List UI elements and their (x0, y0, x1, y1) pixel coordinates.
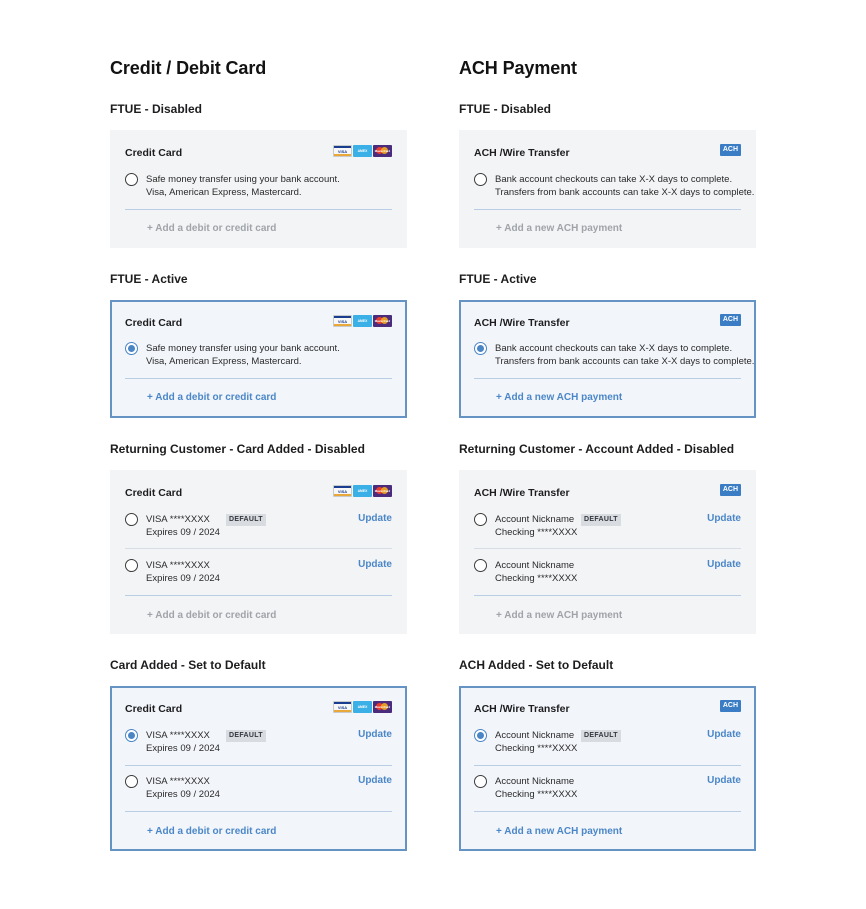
ach-option[interactable] (474, 342, 755, 370)
credit-card-panel-returning-disabled (110, 470, 407, 634)
card-option[interactable] (125, 173, 392, 201)
saved-account-item[interactable] (474, 513, 741, 541)
radio-button[interactable] (474, 173, 487, 186)
section-label: FTUE - Active (110, 272, 188, 286)
update-link[interactable]: Update (358, 775, 392, 786)
saved-card-item[interactable] (125, 559, 392, 587)
add-card-link[interactable]: + Add a debit or credit card (147, 610, 277, 621)
ach-panel-set-default (459, 686, 756, 851)
ach-option[interactable] (474, 173, 755, 201)
radio-button[interactable] (125, 173, 138, 186)
visa-logo-icon: VISA (333, 701, 352, 713)
radio-button[interactable] (474, 513, 487, 526)
mastercard-logo-icon: MasterCard (373, 315, 392, 327)
divider (125, 595, 392, 596)
column-title-ach: ACH Payment (459, 58, 577, 78)
mastercard-logo-icon: MasterCard (373, 701, 392, 713)
credit-card-panel-ftue-disabled (110, 130, 407, 248)
card-header: Credit Card (125, 147, 183, 159)
radio-button-selected[interactable] (474, 342, 487, 355)
column-title-credit: Credit / Debit Card (110, 58, 267, 78)
card-number: VISA ****XXXX (146, 776, 210, 787)
card-header: ACH /Wire Transfer (474, 487, 570, 499)
ach-badge-icon: ACH (720, 144, 741, 156)
amex-logo-icon: AMEX (353, 485, 372, 497)
ach-badge-icon: ACH (720, 484, 741, 496)
card-header: Credit Card (125, 487, 183, 499)
card-expiry: Expires 09 / 2024 (146, 527, 220, 538)
account-nickname: Account Nickname (495, 730, 575, 741)
mastercard-logo-icon: MasterCard (373, 485, 392, 497)
card-logos (333, 315, 392, 327)
account-nickname: Account Nickname (495, 560, 575, 571)
option-brands: Visa, American Express, Mastercard. (146, 187, 302, 198)
add-ach-link[interactable]: + Add a new ACH payment (496, 223, 623, 234)
divider (474, 378, 741, 379)
amex-logo-icon: AMEX (353, 145, 372, 157)
card-header: ACH /Wire Transfer (474, 317, 570, 329)
divider (125, 378, 392, 379)
card-header: Credit Card (125, 703, 183, 715)
divider (474, 595, 741, 596)
option-brands: Visa, American Express, Mastercard. (146, 356, 302, 367)
radio-button-selected[interactable] (125, 729, 138, 742)
card-expiry: Expires 09 / 2024 (146, 573, 220, 584)
visa-logo-icon: VISA (333, 485, 352, 497)
divider (474, 548, 741, 549)
option-note: Transfers from bank accounts can take X-X days to complete. (495, 356, 755, 367)
saved-card-item[interactable] (125, 729, 392, 757)
section-label: Card Added - Set to Default (110, 658, 266, 672)
section-label: Returning Customer - Card Added - Disabled (110, 442, 365, 456)
account-number: Checking ****XXXX (495, 573, 578, 584)
saved-account-item[interactable] (474, 775, 741, 803)
radio-button[interactable] (125, 513, 138, 526)
radio-button[interactable] (125, 775, 138, 788)
saved-card-item[interactable] (125, 513, 392, 541)
option-description: Safe money transfer using your bank account. (146, 174, 340, 185)
section-label: FTUE - Disabled (459, 102, 552, 116)
add-ach-link[interactable]: + Add a new ACH payment (496, 826, 623, 837)
radio-button-selected[interactable] (125, 342, 138, 355)
amex-logo-icon: AMEX (353, 701, 372, 713)
divider (125, 811, 392, 812)
divider (474, 765, 741, 766)
divider (474, 209, 741, 210)
card-header: ACH /Wire Transfer (474, 147, 570, 159)
radio-button-selected[interactable] (474, 729, 487, 742)
ach-panel-ftue-active (459, 300, 756, 418)
option-note: Transfers from bank accounts can take X-X days to complete. (495, 187, 755, 198)
saved-account-item[interactable] (474, 559, 741, 587)
card-expiry: Expires 09 / 2024 (146, 789, 220, 800)
divider (125, 209, 392, 210)
card-number: VISA ****XXXX (146, 730, 210, 741)
update-link[interactable]: Update (358, 559, 392, 570)
update-link[interactable]: Update (707, 775, 741, 786)
add-card-link[interactable]: + Add a debit or credit card (147, 392, 277, 403)
divider (474, 811, 741, 812)
card-option[interactable] (125, 342, 392, 370)
default-badge: DEFAULT (581, 730, 621, 742)
add-ach-link[interactable]: + Add a new ACH payment (496, 392, 623, 403)
card-logos (333, 485, 392, 497)
update-link[interactable]: Update (358, 513, 392, 524)
credit-card-panel-set-default (110, 686, 407, 851)
account-number: Checking ****XXXX (495, 743, 578, 754)
card-expiry: Expires 09 / 2024 (146, 743, 220, 754)
section-label: FTUE - Disabled (110, 102, 203, 116)
saved-card-item[interactable] (125, 775, 392, 803)
ach-panel-ftue-disabled (459, 130, 756, 248)
card-number: VISA ****XXXX (146, 514, 210, 525)
ach-badge-icon: ACH (720, 700, 741, 712)
default-badge: DEFAULT (581, 514, 621, 526)
card-header: Credit Card (125, 317, 183, 329)
add-card-link[interactable]: + Add a debit or credit card (147, 826, 277, 837)
account-nickname: Account Nickname (495, 514, 575, 525)
visa-logo-icon: VISA (333, 145, 352, 157)
add-card-link[interactable]: + Add a debit or credit card (147, 223, 277, 234)
saved-account-item[interactable] (474, 729, 741, 757)
amex-logo-icon: AMEX (353, 315, 372, 327)
radio-button[interactable] (474, 559, 487, 572)
account-nickname: Account Nickname (495, 776, 575, 787)
section-label: Returning Customer - Account Added - Disabled (459, 442, 735, 456)
default-badge: DEFAULT (226, 514, 266, 526)
account-number: Checking ****XXXX (495, 789, 578, 800)
update-link[interactable]: Update (707, 729, 741, 740)
card-logos (333, 701, 392, 713)
default-badge: DEFAULT (226, 730, 266, 742)
update-link[interactable]: Update (707, 513, 741, 524)
visa-logo-icon: VISA (333, 315, 352, 327)
ach-badge-icon: ACH (720, 314, 741, 326)
radio-button[interactable] (125, 559, 138, 572)
account-number: Checking ****XXXX (495, 527, 578, 538)
ach-panel-returning-disabled (459, 470, 756, 634)
option-description: Safe money transfer using your bank account. (146, 343, 340, 354)
add-ach-link[interactable]: + Add a new ACH payment (496, 610, 623, 621)
card-header: ACH /Wire Transfer (474, 703, 570, 715)
section-label: FTUE - Active (459, 272, 537, 286)
update-link[interactable]: Update (707, 559, 741, 570)
mastercard-logo-icon: MasterCard (373, 145, 392, 157)
radio-button[interactable] (474, 775, 487, 788)
section-label: ACH Added - Set to Default (459, 658, 614, 672)
credit-card-panel-ftue-active (110, 300, 407, 418)
option-description: Bank account checkouts can take X-X days to complete. (495, 174, 733, 185)
option-description: Bank account checkouts can take X-X days to complete. (495, 343, 733, 354)
update-link[interactable]: Update (358, 729, 392, 740)
divider (125, 765, 392, 766)
divider (125, 548, 392, 549)
card-logos (333, 145, 392, 157)
card-number: VISA ****XXXX (146, 560, 210, 571)
